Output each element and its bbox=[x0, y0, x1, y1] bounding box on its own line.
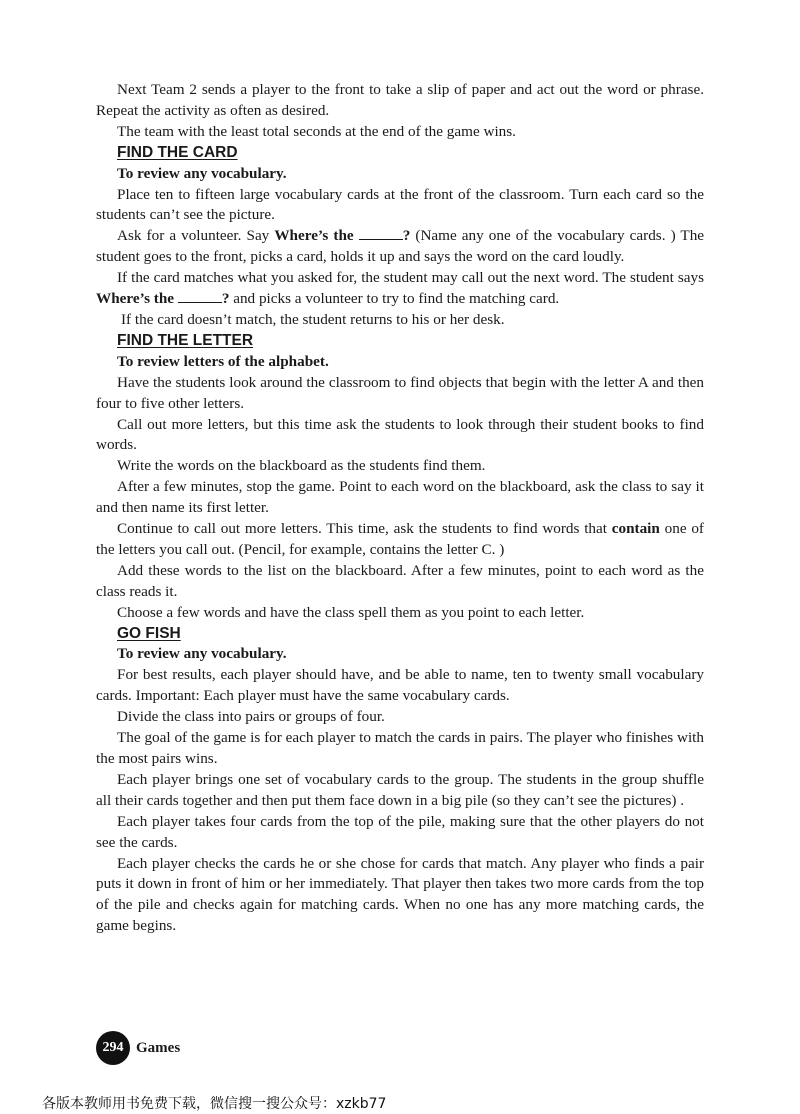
section-subheading: To review letters of the alphabet. bbox=[117, 352, 329, 370]
paragraph: Ask for a volunteer. Say Where’s the ? (Name any one of the vocabulary cards. ) The student goes to the front, picks a card, holds it up and says the word on the card loudly. bbox=[96, 227, 705, 266]
paragraph: For best results, each player should have, and be able to name, ten to twenty small vocabulary cards. Important: Each player must have the same vocabulary cards. bbox=[96, 666, 704, 705]
footer-section-name: Games bbox=[136, 1039, 181, 1056]
paragraph: Choose a few words and have the class spell them as you point to each letter. bbox=[117, 603, 585, 621]
paragraph: After a few minutes, stop the game. Point to each word on the blackboard, ask the class to say it and then name its first letter. bbox=[96, 478, 704, 517]
bold-phrase: Where’s the bbox=[96, 290, 175, 308]
paragraph: Continue to call out more letters. This time, ask the students to find words that contain one of the letters you call out. (Pencil, for example, contains the letter C. ) bbox=[96, 520, 704, 558]
section-subheading: To review any vocabulary. bbox=[117, 164, 287, 182]
paragraph: Next Team 2 sends a player to the front to take a slip of paper and act out the word or phrase. Repeat the activity as often as desired. bbox=[96, 81, 704, 119]
watermark-text: 各版本教师用书免费下载，微信搜一搜公众号：xzkb77 bbox=[42, 1096, 387, 1112]
paragraph: If the card doesn’t match, the student returns to his or her desk. bbox=[121, 310, 505, 328]
bold-phrase: Where’s the bbox=[274, 227, 354, 245]
page-body bbox=[96, 80, 704, 937]
paragraph: Each player takes four cards from the top of the pile, making sure that the other players do not see the cards. bbox=[96, 812, 704, 851]
fill-in-blank bbox=[178, 290, 222, 303]
bold-word: contain bbox=[611, 520, 660, 538]
section-subheading: To review any vocabulary. bbox=[117, 645, 287, 663]
paragraph: The team with the least total seconds at the end of the game wins. bbox=[117, 122, 516, 140]
page-number-badge: 294 bbox=[96, 1031, 130, 1065]
paragraph: Divide the class into pairs or groups of four. bbox=[117, 708, 385, 726]
paragraph: If the card matches what you asked for, the student may call out the next word. The student says Where’s the ? and picks a volunteer to try to find the matching card. bbox=[96, 269, 704, 308]
paragraph: Each player checks the cards he or she chose for cards that match. Any player who finds a pair puts it down in front of him or her immediately. That player then takes two more cards from the top of the pile and checks again for matching cards. When no one has any more matching cards, the game begins. bbox=[96, 854, 704, 935]
paragraph: Place ten to fifteen large vocabulary cards at the front of the classroom. Turn each card so the students can’t see the picture. bbox=[96, 185, 704, 224]
paragraph: Each player brings one set of vocabulary cards to the group. The students in the group shuffle all their cards together and then put them face down in a big pile (so they can’t see the pictures) . bbox=[96, 770, 704, 809]
section-heading-go-fish: GO FISH bbox=[117, 624, 181, 642]
paragraph: Add these words to the list on the blackboard. After a few minutes, point to each word as the class reads it. bbox=[96, 561, 704, 600]
section-heading-find-the-letter: FIND THE LETTER bbox=[117, 331, 254, 349]
section-heading-find-the-card: FIND THE CARD bbox=[117, 143, 238, 161]
page-footer bbox=[96, 1030, 180, 1066]
paragraph: Write the words on the blackboard as the students find them. bbox=[117, 457, 486, 475]
paragraph: Call out more letters, but this time ask the students to look through their student books to find words. bbox=[96, 415, 704, 454]
paragraph: Have the students look around the classroom to find objects that begin with the letter A and then four to five other letters. bbox=[96, 373, 704, 412]
fill-in-blank bbox=[359, 227, 403, 240]
paragraph: The goal of the game is for each player to match the cards in pairs. The player who finishes with the most pairs wins. bbox=[96, 729, 704, 767]
